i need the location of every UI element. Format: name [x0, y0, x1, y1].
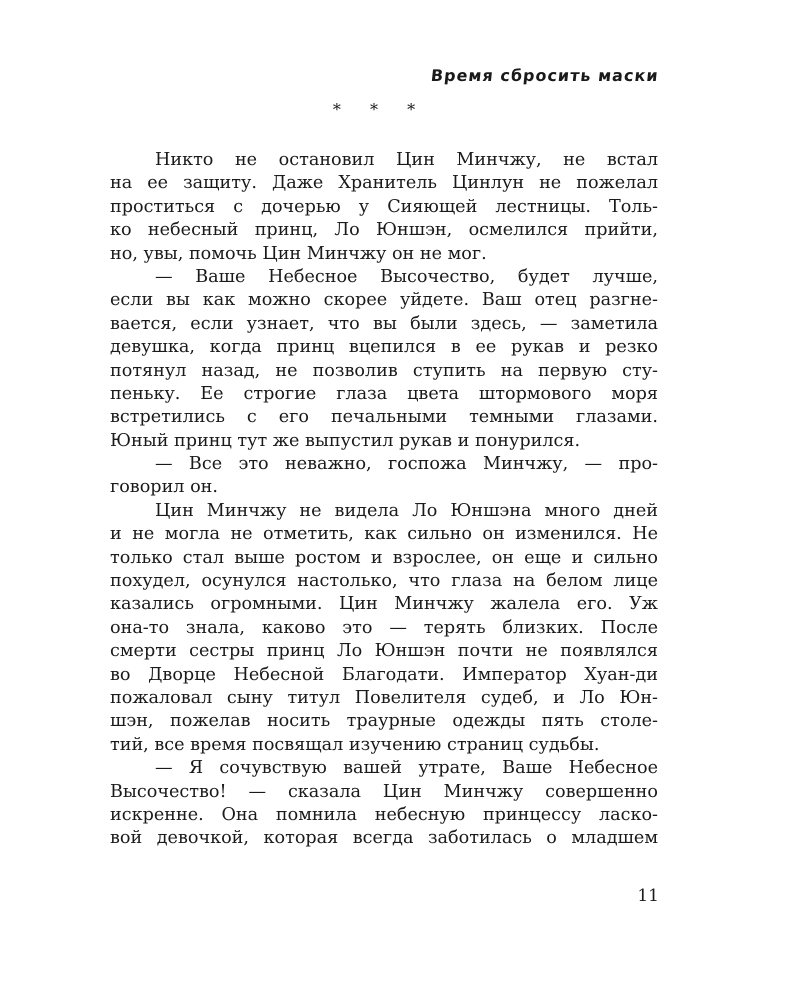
- body-text: [110, 149, 658, 851]
- page-number: 11: [637, 886, 659, 906]
- text-line: проститься с дочерью у Сияющей лестницы. Толь-: [110, 196, 658, 217]
- text-line: вой девочкой, которая всегда заботилась о младшем: [110, 828, 658, 849]
- text-line: смерти сестры принц Ло Юншэн почти не появлялся: [110, 641, 658, 662]
- text-line: девушка, когда принц вцепился в ее рукав и резко: [110, 337, 658, 358]
- text-line: — Я сочувствую вашей утрате, Ваше Небесное: [155, 758, 658, 779]
- text-line: если вы как можно скорее уйдете. Ваш отец разгне-: [110, 290, 658, 311]
- text-line: встретились с его печальными темными глазами.: [110, 407, 658, 428]
- text-line: похудел, осунулся настолько, что глаза на белом лице: [110, 571, 658, 592]
- text-line: тий, все время посвящал изучению страниц судьбы.: [110, 734, 600, 755]
- text-line: ко небесный принц, Ло Юншэн, осмелился прийти,: [110, 220, 658, 241]
- running-title: Время сбросить маски: [430, 66, 660, 85]
- text-line: искренне. Она помнила небесную принцессу ласко-: [110, 804, 658, 825]
- text-line: — Ваше Небесное Высочество, будет лучше,: [155, 266, 658, 287]
- text-line: она-то знала, каково это — терять близких. После: [110, 617, 658, 638]
- text-line: Цин Минчжу не видела Ло Юншэна много дней: [155, 500, 658, 521]
- text-line: Юный принц тут же выпустил рукав и понурился.: [110, 430, 581, 451]
- text-line: вается, если узнает, что вы были здесь, — заметила: [110, 313, 658, 334]
- text-line: во Дворце Небесной Благодати. Император Хуан-ди: [110, 664, 658, 685]
- text-line: Никто не остановил Цин Минчжу, не встал: [155, 150, 658, 170]
- text-line: на ее защиту. Даже Хранитель Цинлун не пожелал: [110, 173, 658, 194]
- text-line: пожаловал сыну титул Повелителя судеб, и Ло Юн-: [110, 687, 658, 708]
- text-line: казались огромными. Цин Минчжу жалела его. Уж: [110, 594, 658, 615]
- text-line: Высочество! — сказала Цин Минчжу совершенно: [110, 781, 658, 802]
- text-line: пеньку. Ее строгие глаза цвета штормового моря: [110, 383, 658, 404]
- text-line: говорил он.: [110, 477, 218, 498]
- scene-separator: * * *: [332, 100, 428, 119]
- text-line: — Все это неважно, госпожа Минчжу, — про-: [155, 454, 658, 475]
- text-line: но, увы, помочь Цин Минчжу он не мог.: [110, 243, 487, 264]
- text-line: только стал выше ростом и взрослее, он еще и сильно: [110, 547, 658, 568]
- text-line: потянул назад, не позволив ступить на первую сту-: [110, 360, 658, 381]
- text-line: и не могла не отметить, как сильно он изменился. Не: [110, 524, 658, 545]
- text-line: шэн, пожелав носить траурные одежды пять столе-: [110, 711, 658, 732]
